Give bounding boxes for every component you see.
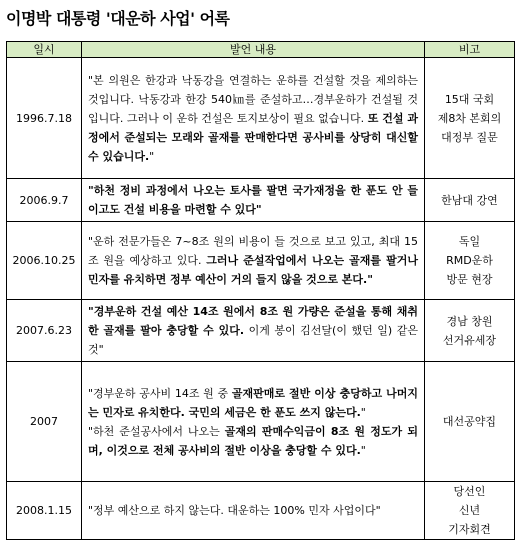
table-header-row bbox=[7, 42, 515, 58]
row-date: 2008.1.15 bbox=[7, 482, 82, 540]
quote-text-bold: 골재의 판매수익금이 8조 원 정도가 되며, 이것으로 전체 공사비의 절반 이상을 충당할 수 있다. bbox=[88, 424, 418, 457]
quote-paragraph bbox=[88, 384, 418, 422]
header-note: 비고 bbox=[425, 42, 515, 58]
quote-text-bold: 그러나 준설작업에서 나오는 골재를 팔거나 민자를 유치하면 정부 예산이 거의 들지 않을 것으로 본다." bbox=[88, 254, 418, 286]
note-line: 경남 창원 bbox=[446, 314, 493, 328]
row-content bbox=[82, 179, 425, 222]
row-content bbox=[82, 482, 425, 540]
row-note bbox=[425, 179, 515, 222]
row-date: 2006.9.7 bbox=[7, 179, 82, 222]
table-row bbox=[7, 179, 515, 222]
note-line: 대정부 질문 bbox=[441, 130, 498, 144]
row-note bbox=[425, 58, 515, 179]
row-note bbox=[425, 222, 515, 300]
table-row bbox=[7, 482, 515, 540]
row-note bbox=[425, 482, 515, 540]
quote-text-bold: 또 건설 과정에서 준설되는 모래와 골재를 판매한다면 공사비를 상당히 대신할 수 있습니다. bbox=[88, 111, 418, 163]
table-row bbox=[7, 300, 515, 362]
row-note bbox=[425, 300, 515, 362]
note-line: 대선공약집 bbox=[442, 415, 497, 428]
note-line: 당선인 bbox=[453, 485, 486, 498]
note-line: 신년 bbox=[458, 504, 481, 517]
quote-text: " bbox=[360, 405, 366, 419]
row-date: 2006.10.25 bbox=[7, 222, 82, 300]
quote-text-bold: 골재판매로 절반 이상 충당하고 나머지는 민자로 유치한다. 국민의 세금은 한 푼도 쓰지 않는다. bbox=[88, 386, 418, 419]
note-line: 선거유세장 bbox=[442, 333, 497, 347]
row-content bbox=[82, 222, 425, 300]
note-line: 제8차 본회의 bbox=[437, 111, 502, 125]
quote-text: 이게 봉이 김선달(이 했던 일) 같은 것" bbox=[88, 324, 418, 356]
note-line: 독일 bbox=[458, 235, 481, 248]
quote-text-bold: "하천 정비 과정에서 나오는 토사를 팔면 국가재정을 한 푼도 안 들이고도 건설 비용을 마련할 수 있다" bbox=[88, 184, 418, 216]
quote-text: "운하 전문가들은 7~8조 원의 비용이 들 것으로 보고 있고, 최대 15조 원을 예상하고 있다. bbox=[88, 235, 418, 267]
row-content bbox=[82, 362, 425, 482]
row-date: 2007.6.23 bbox=[7, 300, 82, 362]
note-line: 한남대 강연 bbox=[441, 193, 498, 207]
note-line: RMD운하 bbox=[446, 254, 493, 267]
header-content: 발언 내용 bbox=[82, 42, 425, 58]
note-line: 15대 국회 bbox=[444, 92, 495, 106]
quote-paragraph bbox=[88, 422, 418, 460]
quote-text: "하천 준설공사에서 나오는 bbox=[88, 424, 225, 438]
row-note bbox=[425, 362, 515, 482]
row-content bbox=[82, 58, 425, 179]
quote-text: "경부운하 공사비 14조 원 중 bbox=[88, 386, 232, 400]
quote-text: "본 의원은 한강과 낙동강을 연결하는 운하를 건설할 것을 제의하는 것입니다. 낙동강과 한강 540㎞를 준설하고…경부운하가 건설될 것입니다. 그러나 이 운하 건설은 토지보상이 필요 없습니다. bbox=[88, 73, 418, 125]
page-title: 이명박 대통령 '대운하 사업' 어록 bbox=[6, 9, 230, 28]
note-line: 기자회견 bbox=[448, 523, 491, 536]
table-row bbox=[7, 362, 515, 482]
table-row bbox=[7, 222, 515, 300]
quote-text: "정부 예산으로 하지 않는다. 대운하는 100% 민자 사업이다" bbox=[88, 504, 381, 517]
quotes-table bbox=[6, 41, 515, 540]
table-row bbox=[7, 58, 515, 179]
row-content bbox=[82, 300, 425, 362]
quote-text: " bbox=[360, 443, 366, 457]
row-date: 1996.7.18 bbox=[7, 58, 82, 179]
header-date: 일시 bbox=[7, 42, 82, 58]
note-line: 방문 현장 bbox=[446, 273, 493, 286]
quote-text: " bbox=[149, 149, 155, 163]
quote-text-bold: "경부운하 건설 예산 14조 원에서 8조 원 가량은 준설을 통해 채취한 골재를 팔아 충당할 수 있다. bbox=[88, 305, 418, 337]
row-date: 2007 bbox=[7, 362, 82, 482]
